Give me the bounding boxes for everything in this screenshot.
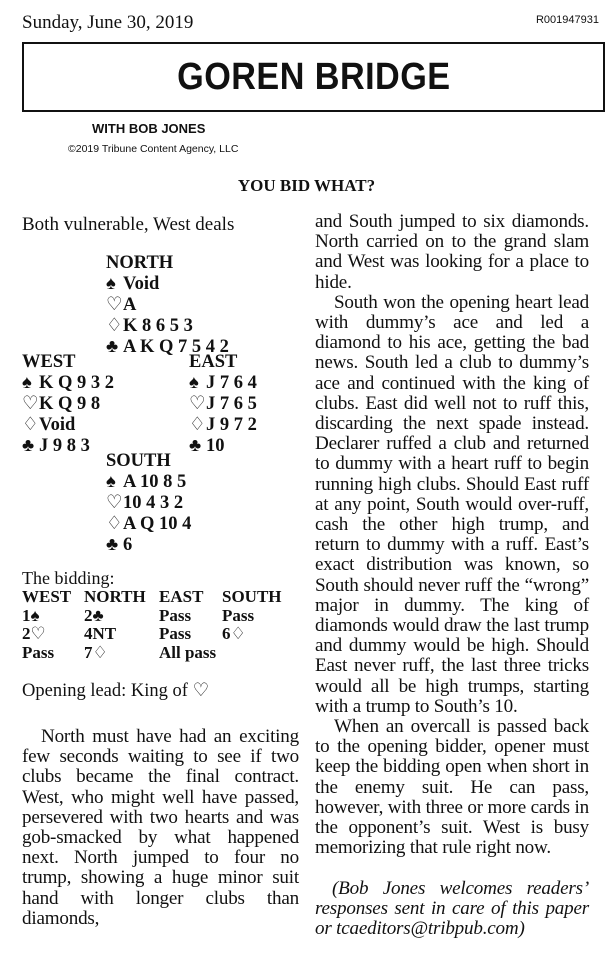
south-hearts: 10 4 3 2 [123,492,184,513]
bid: All pass [159,642,217,662]
bid: 1♠ [22,605,40,625]
west-label: WEST [22,352,76,372]
spade-icon: ♠ [22,372,32,393]
bidding-row [22,625,302,644]
spade-icon: ♠ [106,471,116,492]
south-label: SOUTH [106,451,171,471]
bidding-header: EAST [159,587,204,606]
club-icon: ♣ [189,435,202,456]
bid: Pass [159,624,192,643]
north-hearts: A [123,294,137,315]
north-spades: Void [123,273,160,294]
bidding-header: WEST [22,587,72,606]
deal-info: Both vulnerable, West deals [22,214,235,235]
bidding-header-row [22,588,302,607]
north-diamonds: K 8 6 5 3 [123,315,193,336]
east-clubs: 10 [206,435,225,456]
bid: 7♢ [84,642,108,662]
heart-icon: ♡ [22,393,39,414]
dateline: Sunday, June 30, 2019 [22,12,194,33]
bidding-table [22,588,302,662]
author-credit: (Bob Jones welcomes readers’ responses sent in care of this paper or tcaeditors@tribpub.com) [315,877,589,939]
title-box [22,42,605,112]
bid: Pass [22,642,55,662]
west-diamonds: Void [39,414,76,435]
bidding-label: The bidding: [22,568,115,588]
south-hand [106,451,191,555]
article-paragraph: and South jumped to six diamonds. North carried on to the grand slam and West was looking for a place to hide. [315,211,589,293]
document-code: R001947931 [535,14,599,26]
copyright: ©2019 Tribune Content Agency, LLC [68,143,239,155]
west-clubs: J 9 8 3 [39,435,90,456]
diamond-icon: ♢ [22,414,39,435]
spade-icon: ♠ [106,273,116,294]
bidding-header: SOUTH [222,587,282,606]
opening-lead: Opening lead: King of ♡ [22,681,210,701]
east-diamonds: J 9 7 2 [206,414,257,435]
west-hearts: K Q 9 8 [39,393,101,414]
bid: 2♣ [84,605,104,625]
east-spades: J 7 6 4 [206,372,257,393]
bid: 6♢ [222,624,246,643]
north-hand [106,253,229,357]
byline: WITH BOB JONES [92,121,206,136]
heart-icon: ♡ [189,393,206,414]
south-clubs: 6 [123,534,133,555]
article-paragraph: South won the opening heart lead with dummy’s ace and led a diamond to his ace, getting the bad news. South led a club to dummy’s ace and continued with the king of clubs. East did well not to ruff this, discarding the next spade instead. Declarer ruffed a club and returned to dummy with a heart ruff to begin running high clubs. Should East ruff at any point, South would over-ruff, cash the other high trump, and return to dummy with a ruff. East’s exact distribution was known, so South should never ruff the “wrong” major in dummy. The king of diamonds would draw the last trump and dummy would be high. Should East never ruff, the last three tricks would all be high trumps, starting with a trump to South’s 10. [315,291,589,717]
diamond-icon: ♢ [106,315,123,336]
diamond-icon: ♢ [106,513,123,534]
column-title: GOREN BRIDGE [176,55,451,98]
diamond-icon: ♢ [189,414,206,435]
west-spades: K Q 9 3 2 [39,372,115,393]
headline: YOU BID WHAT? [237,176,376,195]
article-paragraph: North must have had an exciting few seconds waiting to see if two clubs became the final contract. West, who might well have passed, persevered with two hearts and was gob-smacked by what happened next. North jumped to four no trump, showing a huge minor suit hand with longer clubs than diamonds, [22,726,299,929]
north-clubs: A K Q 7 5 4 2 [123,336,229,357]
bid: 2♡ [22,624,46,643]
east-hearts: J 7 6 5 [206,393,257,414]
east-label: EAST [189,352,238,372]
bidding-row [22,644,302,663]
south-spades: A 10 8 5 [123,471,187,492]
south-diamonds: A Q 10 4 [123,513,192,534]
club-icon: ♣ [22,435,35,456]
club-icon: ♣ [106,336,119,357]
right-column [315,212,589,939]
west-hand [22,352,114,456]
heart-icon: ♡ [106,294,123,315]
bidding-row [22,607,302,626]
bid: Pass [159,605,192,625]
bid: 4NT [84,624,117,643]
article-paragraph: When an overcall is passed back to the opening bidder, opener must keep the bidding open when short in the enemy suit. He can pass, however, with three or more cards in the opponent’s suit. West is busy memorizing that rule right now. [315,716,589,859]
north-label: NORTH [106,253,174,273]
east-hand [189,352,257,456]
spade-icon: ♠ [189,372,199,393]
bid: Pass [222,605,255,625]
heart-icon: ♡ [106,492,123,513]
club-icon: ♣ [106,534,119,555]
bidding-header: NORTH [84,587,146,606]
